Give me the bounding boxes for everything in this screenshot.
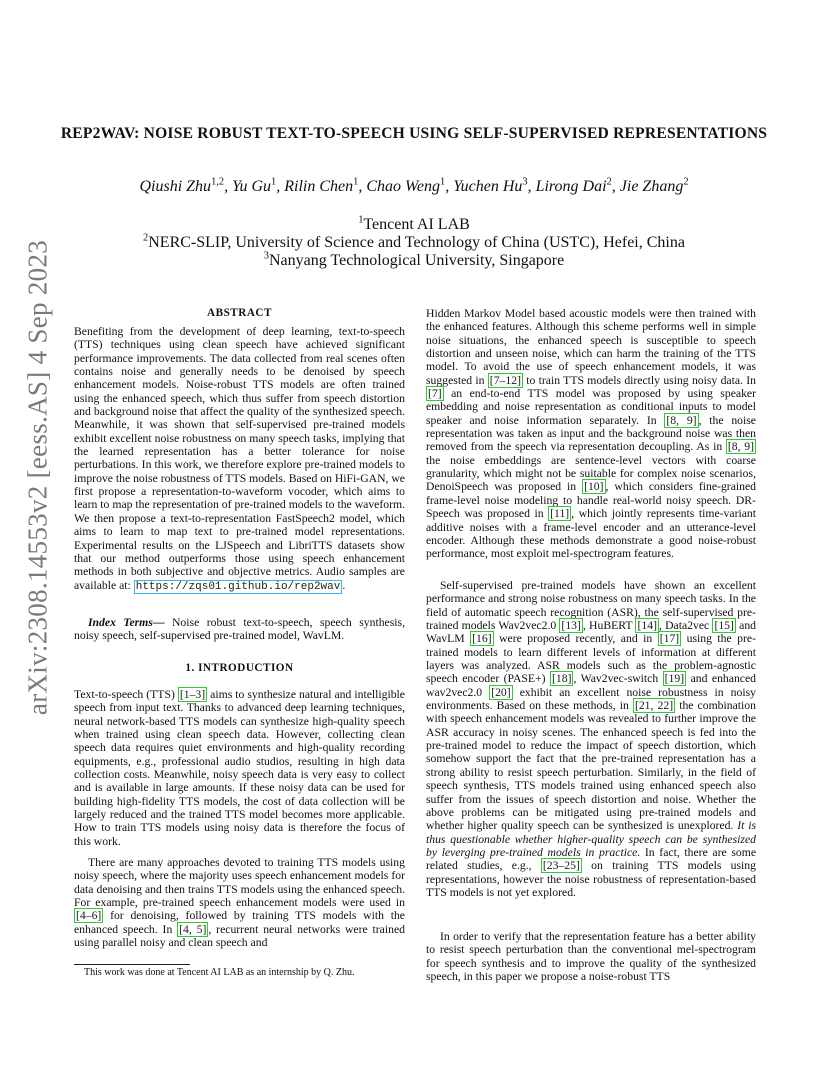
- intro-paragraph-1: Text-to-speech (TTS) [1–3] aims to synthesize natural and intelligible speech from input text. Thanks to advanced deep learning techniques, neural network-based TTS models can synthesize high-quality speech when trained using clean speech data. However, collecting clean speech data requires quiet environments and high-quality recording equipments, e.g., professional audio studios, resulting in high data collection costs. Meanwhile, noisy speech data is very easy to collect and is available in large amounts. If these noisy data can be used for building high-fidelity TTS models, the cost of data collection will be largely reduced and the trained TTS model becomes more applicable. How to train TTS models using noisy data is therefore the focus of this work.: [74, 688, 405, 848]
- author-affiliation-mark: 1: [439, 176, 446, 188]
- citation-link[interactable]: [7–12]: [489, 373, 521, 387]
- citation-link[interactable]: [17]: [659, 632, 680, 646]
- abstract-text: Benefiting from the development of deep learning, text-to-speech (TTS) techniques using clean speech have achieved significant performance improvements. The data collected from real scenes often contains noise and generally needs to be denoised by speech enhancement models. Noise-robust TTS models are often trained using the enhanced speech, which thus suffer from speech distortion and background noise that affect the quality of the synthesized speech. Meanwhile, it was shown that self-supervised pre-trained models exhibit excellent noise robustness on many speech tasks, implying that the learned representation has a better tolerance for noise perturbations. In this work, we therefore explore pre-trained models to improve the noise robustness of TTS models. Based on HiFi-GAN, we first propose a representation-to-waveform vocoder, which aims to learn to map the representation of pre-trained models to the waveform. We then propose a text-to-representation FastSpeech2 model, which aims to learn to map text to pre-trained model representations. Experimental results on the LJSpeech and LibriTTS datasets show that our method outperforms those using speech enhancement methods in both subjective and objective metrics. Audio samples are available at: https://zqs01.github.io/rep2wav .: [74, 325, 405, 593]
- citation-link[interactable]: [4, 5]: [179, 922, 207, 936]
- emphasis-text: It is thus questionable whether higher-quality speech can be synthesized by leverging pre-trained models in practice.: [426, 819, 756, 859]
- citation-link[interactable]: [23–25]: [542, 859, 580, 873]
- citation-link[interactable]: [21, 22]: [634, 699, 674, 713]
- citation-link[interactable]: [14]: [637, 619, 657, 633]
- affiliation-1: $^1$Tencent AI LAB: [358, 214, 470, 233]
- citation-link[interactable]: [13]: [561, 619, 581, 633]
- footnote-rule: [74, 964, 190, 965]
- author-name: Rilin Chen: [284, 178, 354, 195]
- affiliation-2: $^2$NERC-SLIP, University of Science and Technology of China (USTC), Hefei, China: [143, 232, 685, 251]
- index-terms: Index Terms— Noise robust text-to-speech, speech synthesis, noisy speech, self-supervised pre-trained model, WavLM.: [74, 616, 406, 643]
- citation-link[interactable]: [20]: [491, 685, 511, 699]
- author-list: Qiushi Zhu$^{1,2}$, Yu Gu$^1$, Rilin Chen$^1$, Chao Weng$^1$, Yuchen Hu$^3$, Lirong Dai$^2$, Jie Zhang$^2$: [139, 176, 689, 195]
- author-affiliation-mark: 1: [353, 176, 359, 188]
- intro-paragraph-2: There are many approaches devoted to training TTS models using noisy speech, where the majority uses speech enhancement models for data denoising and then trains TTS models using the enhanced speech. For example, pre-trained speech enhancement models were used in [4–6] for denoising, followed by training TTS models with the enhanced speech. In [4, 5] , recurrent neural networks were trained using parallel noisy and clean speech and: [74, 856, 405, 950]
- citation-link[interactable]: [8, 9]: [727, 440, 754, 454]
- author-name: Yuchen Hu: [453, 178, 523, 195]
- citation-link[interactable]: [4–6]: [76, 909, 102, 923]
- author-affiliation-mark: 3: [522, 176, 528, 188]
- citation-link[interactable]: [11]: [550, 507, 570, 521]
- author-name: Qiushi Zhu: [139, 178, 212, 195]
- paper-title: REP2WAV: NOISE ROBUST TEXT-TO-SPEECH USING SELF-SUPERVISED REPRESENTATIONS: [60, 125, 768, 142]
- citation-link[interactable]: [10]: [584, 480, 604, 494]
- author-name: Jie Zhang: [619, 178, 684, 195]
- citation-link[interactable]: [15]: [714, 619, 734, 633]
- citation-link[interactable]: [7]: [428, 387, 442, 401]
- right-paragraph-3: In order to verify that the representation feature has a better ability to resist speech perturbation than the conventional mel-spectrogram for speech synthesis and to improve the quality of the synthesized speech, in this paper we propose a noise-robust TTS: [426, 930, 756, 984]
- right-paragraph-1: Hidden Markov Model based acoustic models were then trained with the enhanced features. Although this scheme performs well in simple noise situations, the enhanced speech is susceptible to speech distortion and unseen noise, which can harm the training of the TTS model. To avoid the use of speech enhancement models, it was suggested in [7–12] to train TTS models directly using noisy data. In [7] an end-to-end TTS model was proposed by using speaker embedding and noise representation as conditional inputs to model speaker and noise information separately. In [8, 9] , the noise representation was taken as input and the background noise was then removed from the speech via representation decoupling. As in [8, 9] the noise embeddings are sentence-level vectors with coarse granularity, which might not be suitable for complex noise scenarios, DenoiSpeech was proposed in [10] , which considers fine-grained frame-level noise modeling to handle real-world noisy speech. DR-Speech was proposed in [11] , which jointly represents time-variant additive noises with a frame-level encoder and an utterance-level encoder. Although these methods demonstrate a good noise-robust performance, most exploit mel-spectrogram features.: [426, 307, 757, 561]
- author-name: Chao Weng: [366, 178, 440, 195]
- author-name: Lirong Dai: [535, 178, 607, 195]
- samples-link[interactable]: https://zqs01.github.io/rep2wav: [135, 580, 341, 593]
- citation-link[interactable]: [19]: [664, 672, 685, 686]
- introduction-heading: 1. INTRODUCTION: [185, 662, 294, 674]
- citation-link[interactable]: [1–3]: [179, 688, 206, 701]
- author-affiliation-mark: 2: [683, 176, 689, 188]
- footnote: This work was done at Tencent AI LAB as an internship by Q. Zhu.: [84, 967, 355, 978]
- author-affiliation-mark: 1,2: [211, 176, 225, 188]
- author-affiliation-mark: 1: [271, 176, 277, 188]
- right-paragraph-2: Self-supervised pre-trained models have shown an excellent performance and strong noise robustness on many speech tasks. In the field of automatic speech recognition (ASR), the self-supervised pre-trained models Wav2vec2.0 [13] , HuBERT [14] , Data2vec [15] and WavLM [16] were proposed recently, and in [17] using the pre-trained models to learn different levels of information at different layers was analyzed. ASR models such as the problem-agnostic speech encoder (PASE+) [18] , Wav2vec-switch [19] and enhanced wav2vec2.0 [20] exhibit an excellent noise robustness in noisy environments. Based on these methods, in [21, 22] the combination with speech enhancement models was revealed to further improve the ASR accuracy in noisy scenes. The enhanced speech is fed into the pre-trained model to reduce the impact of speech distortion, which somehow support the fact that the pre-trained representation has a strong ability to resist speech perturbation. Similarly, in the field of speech synthesis, TTS models trained using enhanced speech also suffer from the issues of speech distortion and noise. Whether the above problems can be mitigated using pre-trained models and whether higher quality speech can be synthesized is unexplored. It is thus questionable whether higher-quality speech can be synthesized by leverging pre-trained models in practice. In fact, there are some related studies, e.g., [23–25] on training TTS models using representations, however the noise robustness of representation-based TTS models is not yet explored.: [426, 579, 757, 899]
- author-affiliation-mark: 2: [606, 176, 612, 188]
- abstract-heading: ABSTRACT: [207, 307, 272, 319]
- arxiv-identifier: arXiv:2308.14553v2 [eess.AS] 4 Sep 2023: [22, 239, 53, 716]
- citation-link[interactable]: [16]: [472, 632, 492, 646]
- citation-link[interactable]: [18]: [551, 672, 572, 686]
- citation-link[interactable]: [8, 9]: [666, 413, 697, 427]
- affiliation-3: $^3$Nanyang Technological University, Singapore: [263, 250, 565, 269]
- author-name: Yu Gu: [232, 178, 272, 195]
